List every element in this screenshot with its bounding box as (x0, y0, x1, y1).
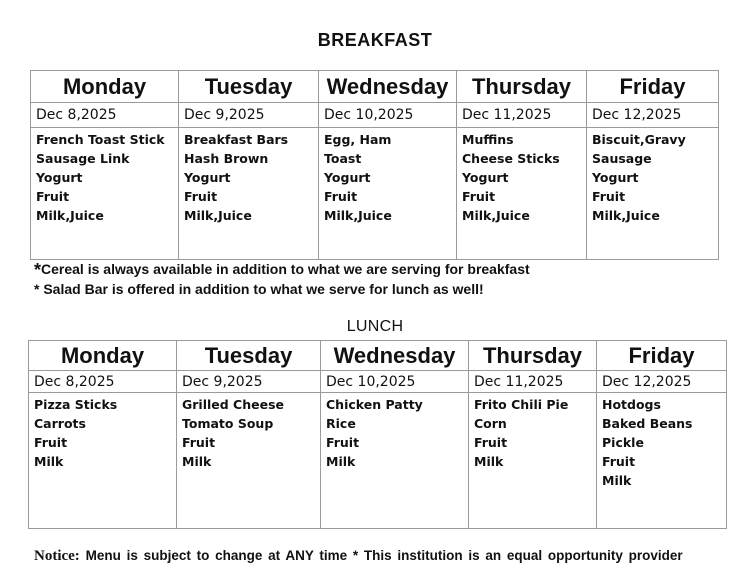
menu-item: Yogurt (324, 170, 371, 185)
menu-item: Yogurt (36, 170, 83, 185)
menu-item: Grilled Cheese (182, 397, 285, 412)
breakfast-day-monday: Monday (31, 71, 179, 103)
breakfast-date-row (31, 103, 719, 128)
lunch-items-thursday (469, 393, 597, 529)
cereal-note-text: Cereal is always available in addition to what we are serving for breakfast (41, 261, 530, 277)
menu-item: Biscuit,Gravy (592, 132, 686, 147)
menu-item: Pickle (602, 435, 644, 450)
breakfast-day-wednesday: Wednesday (319, 71, 457, 103)
breakfast-day-friday: Friday (587, 71, 719, 103)
breakfast-date-thursday: Dec 11,2025 (457, 103, 587, 128)
menu-item: Frito Chili Pie (474, 397, 569, 412)
lunch-day-tuesday: Tuesday (177, 341, 321, 371)
asterisk: * (34, 281, 44, 297)
breakfast-items-wednesday (319, 128, 457, 260)
breakfast-items-tuesday (179, 128, 319, 260)
lunch-items-tuesday (177, 393, 321, 529)
menu-item: Chicken Patty (326, 397, 423, 412)
lunch-day-row (29, 341, 727, 371)
lunch-items-wednesday (321, 393, 469, 529)
lunch-date-monday: Dec 8,2025 (29, 371, 177, 393)
menu-item: Fruit (592, 189, 626, 204)
notice-footer (34, 548, 683, 565)
breakfast-table (30, 70, 719, 260)
menu-item: Milk,Juice (462, 208, 530, 223)
menu-item: Fruit (462, 189, 496, 204)
lunch-title: LUNCH (346, 318, 404, 335)
breakfast-day-thursday: Thursday (457, 71, 587, 103)
menu-item: French Toast Stick (36, 132, 165, 147)
menu-item: Milk,Juice (36, 208, 104, 223)
menu-item: Yogurt (462, 170, 509, 185)
breakfast-date-monday: Dec 8,2025 (31, 103, 179, 128)
cereal-note (34, 260, 530, 280)
breakfast-date-friday: Dec 12,2025 (587, 103, 719, 128)
menu-item: Fruit (34, 435, 68, 450)
breakfast-items-friday (587, 128, 719, 260)
notice-label: Notice: (34, 548, 80, 564)
salad-note-text: Salad Bar is offered in addition to what we serve for lunch as well! (43, 281, 484, 297)
menu-item: Baked Beans (602, 416, 693, 431)
menu-item: Fruit (184, 189, 218, 204)
menu-item: Sausage (592, 151, 652, 166)
lunch-items-friday (597, 393, 727, 529)
menu-item: Toast (324, 151, 362, 166)
lunch-items-monday (29, 393, 177, 529)
menu-item: Sausage Link (36, 151, 130, 166)
menu-item: Milk,Juice (324, 208, 392, 223)
menu-item: Milk (474, 454, 504, 469)
menu-item: Breakfast Bars (184, 132, 289, 147)
menu-item: Hotdogs (602, 397, 661, 412)
menu-item: Yogurt (184, 170, 231, 185)
lunch-date-row (29, 371, 727, 393)
menu-item: Rice (326, 416, 356, 431)
lunch-date-thursday: Dec 11,2025 (469, 371, 597, 393)
breakfast-items-row (31, 128, 719, 260)
menu-item: Cheese Sticks (462, 151, 560, 166)
menu-item: Carrots (34, 416, 86, 431)
breakfast-items-monday (31, 128, 179, 260)
lunch-table (28, 340, 727, 529)
breakfast-day-row (31, 71, 719, 103)
lunch-day-friday: Friday (597, 341, 727, 371)
breakfast-date-wednesday: Dec 10,2025 (319, 103, 457, 128)
menu-item: Corn (474, 416, 507, 431)
lunch-items-row (29, 393, 727, 529)
menu-item: Fruit (602, 454, 636, 469)
menu-item: Milk (326, 454, 356, 469)
lunch-day-monday: Monday (29, 341, 177, 371)
breakfast-items-thursday (457, 128, 587, 260)
menu-item: Pizza Sticks (34, 397, 118, 412)
menu-item: Milk,Juice (592, 208, 660, 223)
menu-item: Fruit (324, 189, 358, 204)
menu-item: Milk (602, 473, 632, 488)
breakfast-day-tuesday: Tuesday (179, 71, 319, 103)
menu-item: Egg, Ham (324, 132, 392, 147)
menu-item: Yogurt (592, 170, 639, 185)
menu-item: Milk (34, 454, 64, 469)
lunch-day-thursday: Thursday (469, 341, 597, 371)
lunch-date-friday: Dec 12,2025 (597, 371, 727, 393)
menu-item: Hash Brown (184, 151, 269, 166)
lunch-day-wednesday: Wednesday (321, 341, 469, 371)
salad-note (34, 280, 530, 299)
menu-item: Milk,Juice (184, 208, 252, 223)
menu-item: Fruit (182, 435, 216, 450)
menu-item: Tomato Soup (182, 416, 274, 431)
breakfast-date-tuesday: Dec 9,2025 (179, 103, 319, 128)
menu-item: Fruit (474, 435, 508, 450)
breakfast-title: BREAKFAST (317, 30, 433, 50)
menu-item: Muffins (462, 132, 514, 147)
notice-text: Menu is subject to change at ANY time * This institution is an equal opportunity provider (85, 548, 683, 563)
menu-item: Fruit (326, 435, 360, 450)
lunch-date-tuesday: Dec 9,2025 (177, 371, 321, 393)
menu-notes (34, 260, 530, 299)
menu-item: Milk (182, 454, 212, 469)
asterisk: * (34, 260, 42, 280)
lunch-date-wednesday: Dec 10,2025 (321, 371, 469, 393)
menu-item: Fruit (36, 189, 70, 204)
